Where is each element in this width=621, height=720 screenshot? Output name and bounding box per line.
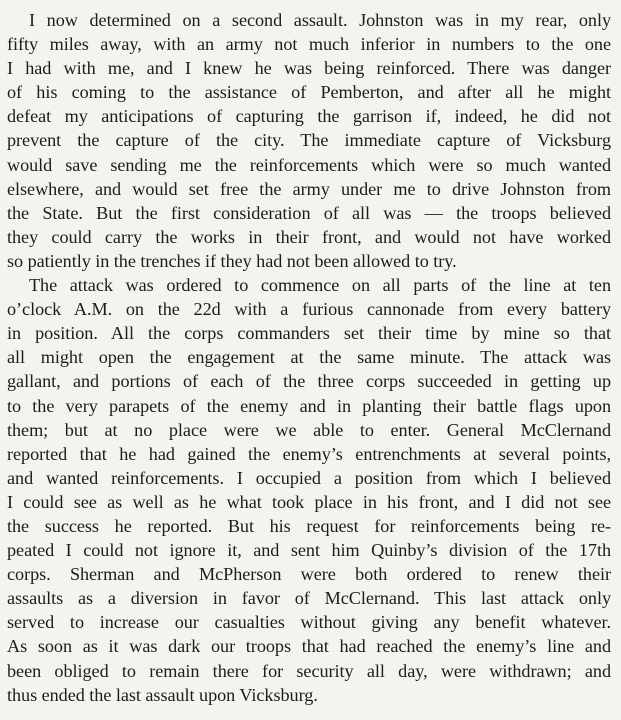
text-line: As soon as it was dark our troops that had reached the enemy’s line and [7,636,611,657]
text-line: I could see as well as he what took place in his front, and I did not see [7,491,611,512]
text-line: elsewhere, and would set free the army under me to drive Johnston from [7,178,611,199]
text-line: all might open the engagement at the same minute. The attack was [7,347,611,368]
text-line: o’clock A.M. on the 22d with a furious cannonade from every battery [7,299,611,320]
body-text [7,8,611,707]
text-line: prevent the capture of the city. The immediate capture of Vicksburg [7,130,611,151]
text-line: they could carry the works in their front, and would not have worked [7,226,611,247]
text-line: assaults as a diversion in favor of McClernand. This last attack only [7,588,611,609]
text-line: been obliged to remain there for security all day, were withdrawn; and [7,660,611,681]
text-line: fifty miles away, with an army not much inferior in numbers to the one [7,34,611,55]
text-line: defeat my anticipations of capturing the garrison if, indeed, he did not [7,106,611,127]
text-line: thus ended the last assault upon Vicksburg. [7,684,318,705]
paragraph-1 [7,8,611,273]
text-line: I now determined on a second assault. Johnston was in my rear, only [29,10,611,30]
text-line: served to increase our casualties without giving any benefit whatever. [7,612,611,633]
text-line: so patiently in the trenches if they had not been allowed to try. [7,250,457,271]
text-line: the success he reported. But his request for reinforcements being re- [7,515,611,536]
text-line: corps. Sherman and McPherson were both ordered to renew their [7,564,611,585]
text-line: in position. All the corps commanders set their time by mine so that [7,323,611,344]
text-line: them; but at no place were we able to enter. General McClernand [7,419,611,440]
text-line: gallant, and portions of each of the three corps succeeded in getting up [7,371,611,392]
text-line: and wanted reinforcements. I occupied a position from which I believed [7,467,611,488]
text-line: reported that he had gained the enemy’s entrenchments at several points, [7,443,611,464]
text-line: would save sending me the reinforcements which were so much wanted [7,154,611,175]
text-line: I had with me, and I knew he was being reinforced. There was danger [7,58,611,79]
text-line: to the very parapets of the enemy and in planting their battle flags upon [7,395,611,416]
text-line: The attack was ordered to commence on all parts of the line at ten [29,275,611,296]
paragraph-2 [7,273,611,707]
text-line: of his coming to the assistance of Pemberton, and after all he might [7,82,611,103]
text-line: peated I could not ignore it, and sent him Quinby’s division of the 17th [7,540,611,561]
text-line: the State. But the first consideration of all was — the troops believed [7,202,611,223]
